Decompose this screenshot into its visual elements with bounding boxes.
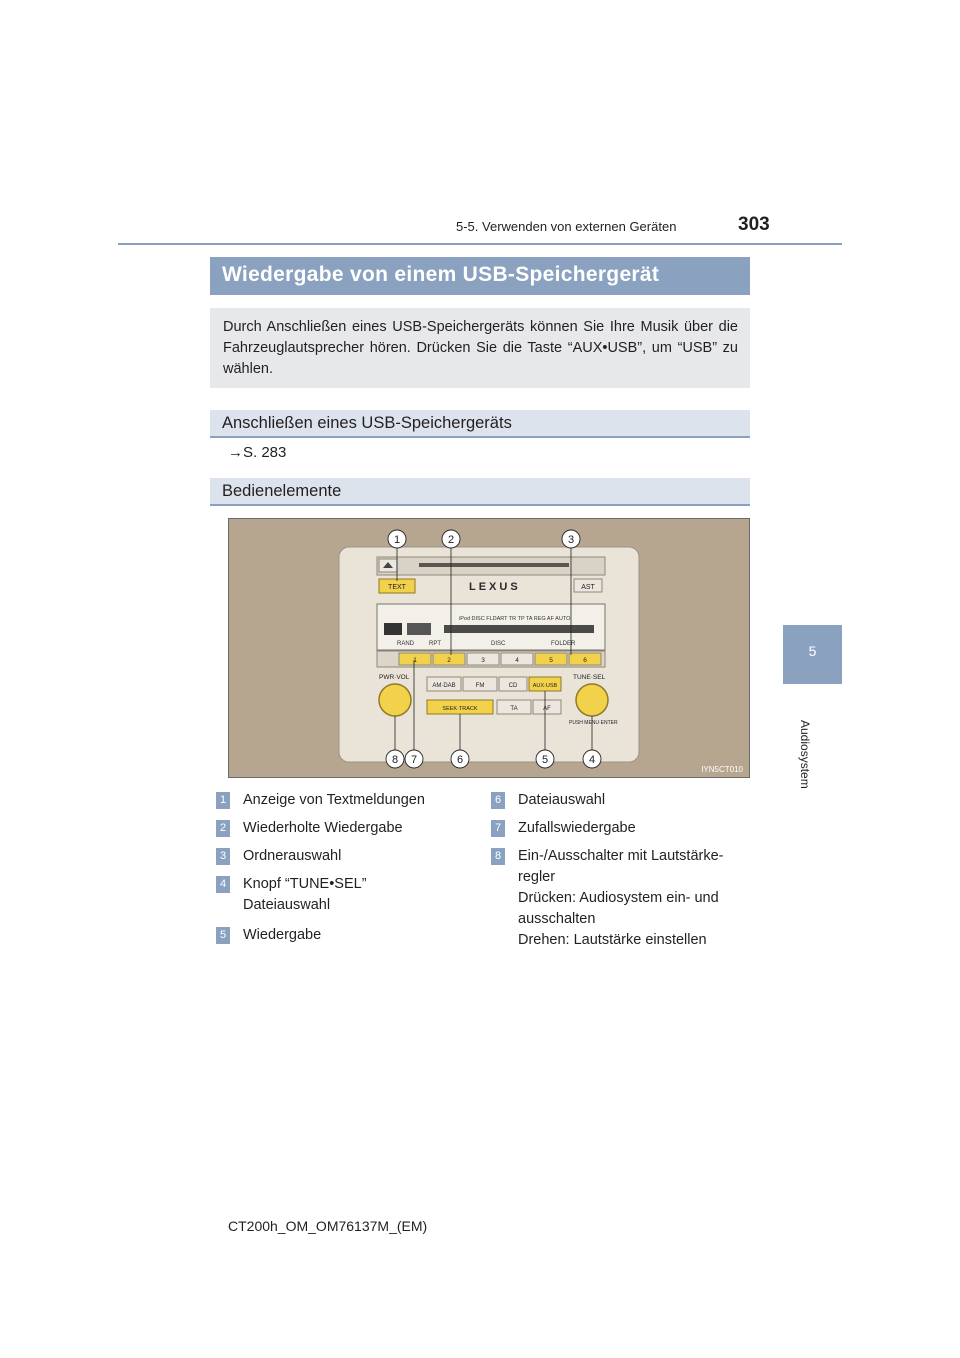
display-disc: DISC (491, 641, 506, 647)
legend-text-7 (518, 818, 636, 839)
legend-number-5: 5 (216, 927, 230, 944)
display-indicators: iPod DISC FLDART TR TP TA REG AF AUTO (459, 616, 571, 622)
page-reference-link[interactable]: →S. 283 (228, 444, 287, 461)
page-number: 303 (738, 214, 770, 235)
display-text-segment (444, 625, 594, 633)
aux-usb-label: AUX·USB (532, 683, 558, 689)
chapter-label: Audiosystem (798, 720, 812, 789)
figure-audio-panel (228, 518, 750, 778)
callout-label-1: 1 (393, 534, 401, 546)
callout-label-2: 2 (447, 534, 455, 546)
preset-label-2: 2 (447, 657, 451, 664)
fm-label: FM (475, 683, 485, 689)
tune-sel-label: TUNE·SEL (573, 674, 606, 681)
seek-track-label: SEEK·TRACK (442, 706, 478, 712)
legend-number-1: 1 (216, 792, 230, 809)
legend-number-8: 8 (491, 848, 505, 865)
legend-line: Drehen: Lautstärke einstellen (518, 932, 707, 948)
pwr-vol-knob (379, 684, 411, 716)
cd-label: CD (508, 683, 518, 689)
display-rand: RAND (397, 641, 415, 647)
callout-label-7: 7 (410, 754, 418, 766)
preset-label-3: 3 (481, 657, 485, 664)
legend-number-3: 3 (216, 848, 230, 865)
legend-number-2: 2 (216, 820, 230, 837)
preset-label-5: 5 (549, 657, 553, 664)
subheading-connect: Anschließen eines USB-Speichergeräts (210, 410, 750, 438)
text-button-label: TEXT (388, 584, 406, 591)
legend-text-4 (243, 874, 367, 916)
legend-line: Ordnerauswahl (243, 848, 342, 864)
callout-label-6: 6 (456, 754, 464, 766)
ast-button-label: AST (581, 584, 595, 591)
push-menu-enter-label: PUSH MENU·ENTER (569, 720, 618, 726)
legend-text-3 (243, 846, 341, 867)
legend-text-2 (243, 818, 403, 839)
legend-line: Anzeige von Textmeldungen (243, 792, 425, 808)
legend-number-4: 4 (216, 876, 230, 893)
legend-line: Wiedergabe (243, 927, 322, 943)
figure-code: IYN5CT010 (701, 765, 743, 774)
legend-line: regler (518, 869, 556, 885)
cd-slot (419, 563, 569, 567)
legend-text-5 (243, 925, 321, 946)
tune-sel-knob (576, 684, 608, 716)
header-rule (118, 243, 842, 245)
legend-line: ausschalten (518, 911, 596, 927)
legend-line: Zufallswiedergabe (518, 820, 636, 836)
legend-number-7: 7 (491, 820, 505, 837)
af-label: AF (543, 706, 551, 712)
preset-label-4: 4 (515, 657, 519, 664)
display-folder: FOLDER (551, 641, 576, 647)
legend-line: Knopf “TUNE•SEL” (243, 876, 367, 892)
display-digits (407, 623, 431, 635)
callout-label-5: 5 (541, 754, 549, 766)
section-title: Wiedergabe von einem USB-Speichergerät (210, 257, 750, 295)
callout-label-3: 3 (567, 534, 575, 546)
brand-logo: LEXUS (469, 581, 521, 593)
legend-number-6: 6 (491, 792, 505, 809)
preset-label-6: 6 (583, 657, 587, 664)
legend-line: Wiederholte Wiedergabe (243, 820, 403, 836)
display-rpt: RPT (429, 641, 441, 647)
footer-code: CT200h_OM_OM76137M_(EM) (228, 1218, 428, 1234)
preset-label-1: 1 (413, 657, 417, 664)
legend-text-8 (518, 846, 724, 951)
am-dab-label: AM·DAB (432, 683, 456, 689)
display-icon-block (384, 623, 402, 635)
callout-label-4: 4 (588, 754, 596, 766)
legend-line: Drücken: Audiosystem ein- und (518, 890, 719, 906)
header-section: 5-5. Verwenden von externen Geräten (456, 219, 677, 234)
callout-label-8: 8 (391, 754, 399, 766)
legend-line: Dateiauswahl (518, 792, 606, 808)
subheading-controls: Bedienelemente (210, 478, 750, 506)
legend-text-1 (243, 790, 425, 811)
audio-panel-illustration (229, 519, 750, 778)
legend-text-6 (518, 790, 605, 811)
legend-line: Dateiauswahl (243, 897, 331, 913)
intro-box: Durch Anschließen eines USB-Speichergeräts können Sie Ihre Musik über die Fahrzeuglautsprecher hören. Drücken Sie die Taste “AUX•USB”, um “USB” zu wählen. (210, 308, 750, 388)
pwr-vol-label: PWR·VOL (379, 674, 410, 681)
chapter-tab: 5 (783, 625, 842, 684)
ta-label: TA (510, 706, 518, 712)
legend-line: Ein-/Ausschalter mit Lautstärke- (518, 848, 724, 864)
